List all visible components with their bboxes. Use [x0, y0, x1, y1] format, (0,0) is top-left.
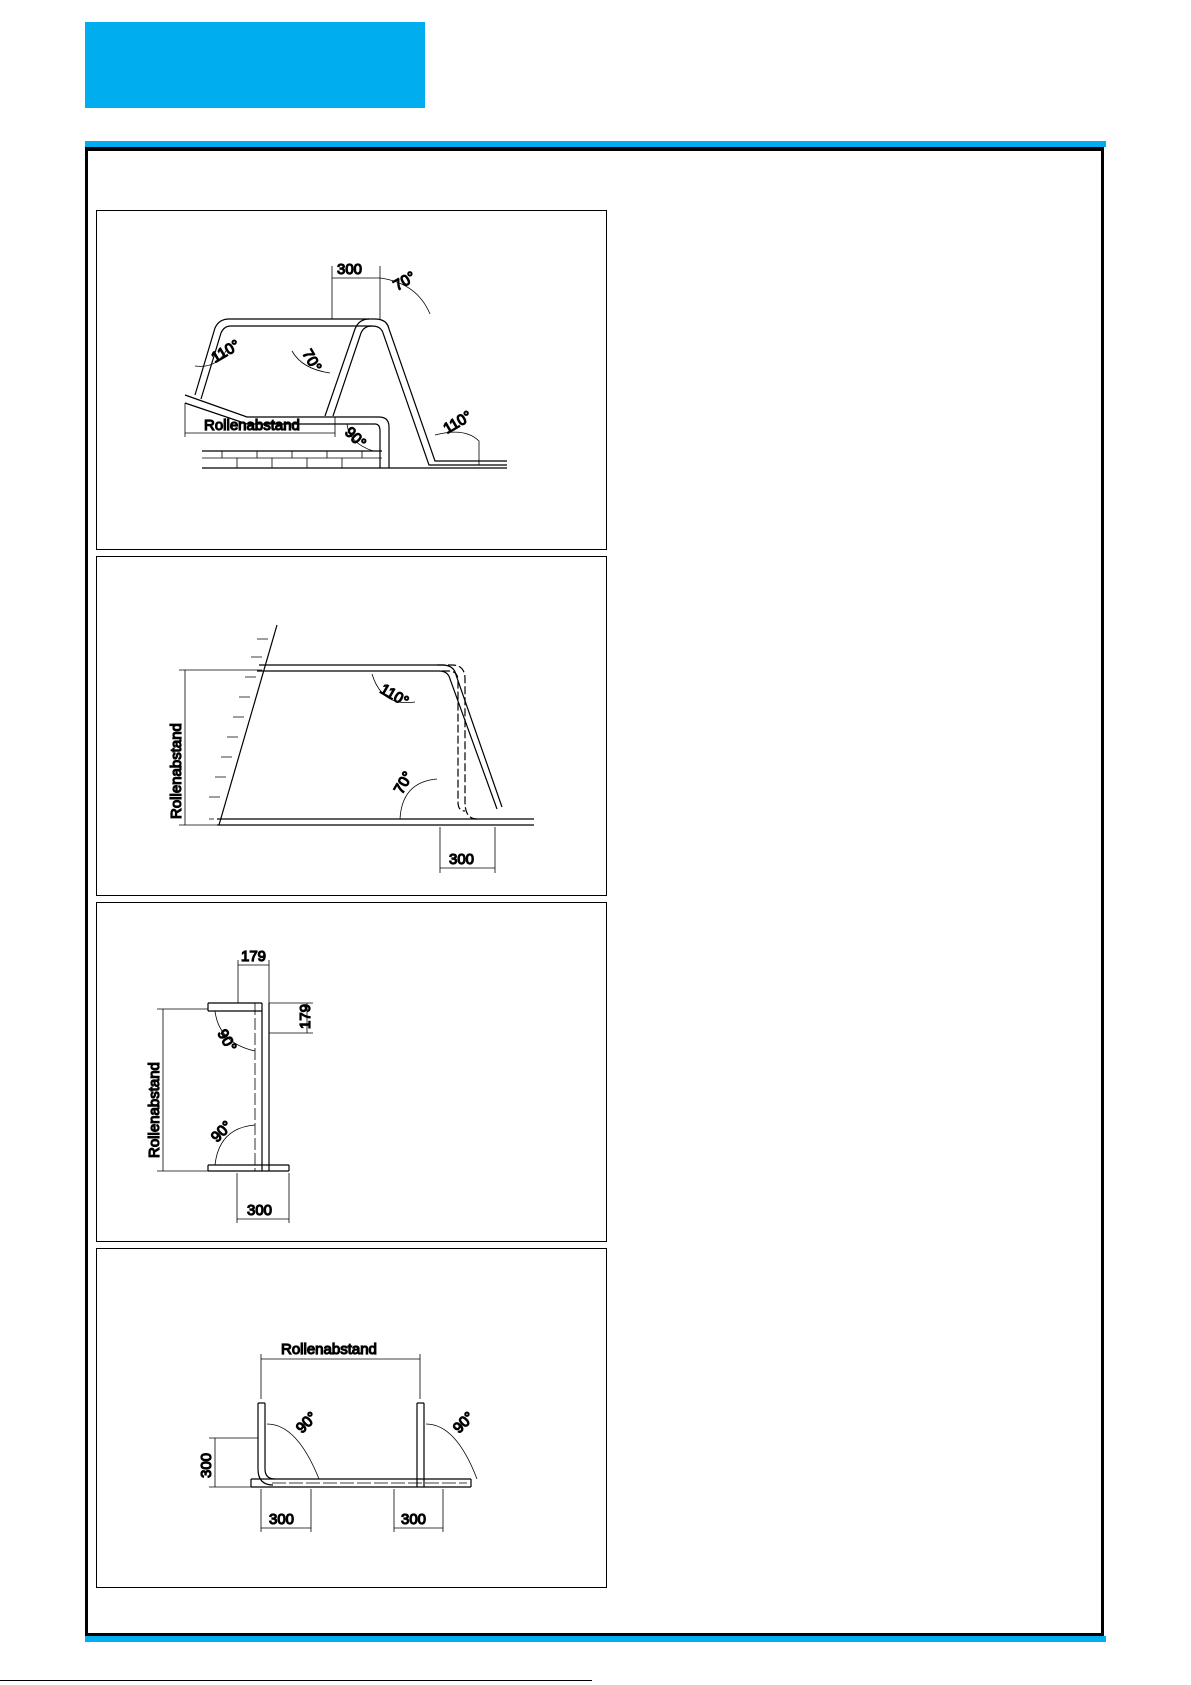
dimension-lines: [185, 266, 479, 465]
angle-left-label: 110°: [208, 336, 243, 367]
dim-side-label: 179: [297, 1003, 314, 1029]
angle-left-label: 90°: [292, 1408, 321, 1437]
conveyor-diagram-3: [97, 903, 606, 1241]
conveyor-diagram-4: [97, 1249, 606, 1587]
angle-right-label: 90°: [449, 1408, 478, 1437]
dim-side-label: 300: [198, 1452, 215, 1478]
inclined-wall: [209, 625, 277, 825]
angle-lower-label: 90°: [207, 1117, 236, 1146]
diagram-panel-3: [96, 902, 607, 1242]
dim-bottom-right-label: 300: [401, 1511, 427, 1528]
roll-distance-label: Rollenabstand: [281, 1341, 377, 1358]
roll-distance-label: Rollenabstand: [168, 723, 185, 819]
header-color-block: [85, 22, 425, 108]
roll-distance-label: Rollenabstand: [204, 417, 300, 434]
bottom-rule: [85, 1636, 1106, 1642]
dim-bottom-label: 300: [247, 1202, 273, 1219]
dimension-lines: [179, 670, 495, 873]
diagram-panel-1: [96, 210, 607, 550]
conveyor-frame: [251, 1403, 471, 1487]
dim-top-label: 179: [241, 948, 267, 965]
angle-upper-label: 90°: [213, 1026, 240, 1055]
dim-bottom-left-label: 300: [269, 1511, 295, 1528]
conveyor-diagram-2: [97, 557, 606, 895]
dim-bottom-label: 300: [449, 851, 475, 868]
diagram-panel-4: [96, 1248, 607, 1588]
angle-upper-label: 110°: [377, 680, 412, 711]
roll-distance-label: Rollenabstand: [146, 1062, 163, 1158]
angle-top-right-label: 70°: [390, 268, 419, 295]
angle-lower-label: 70°: [390, 768, 417, 797]
dimension-lines: [157, 960, 313, 1223]
diagram-panel-2: [96, 556, 607, 896]
angle-right-label: 110°: [440, 407, 475, 438]
angle-bottom-label: 90°: [341, 423, 370, 452]
conveyor-diagram-1: [97, 211, 606, 549]
dimension-lines: [209, 1354, 477, 1532]
dim-top-label: 300: [337, 261, 363, 278]
conveyor-frame: [217, 665, 534, 825]
footer-rule: [0, 1680, 592, 1681]
angle-mid-label: 70°: [298, 346, 325, 375]
